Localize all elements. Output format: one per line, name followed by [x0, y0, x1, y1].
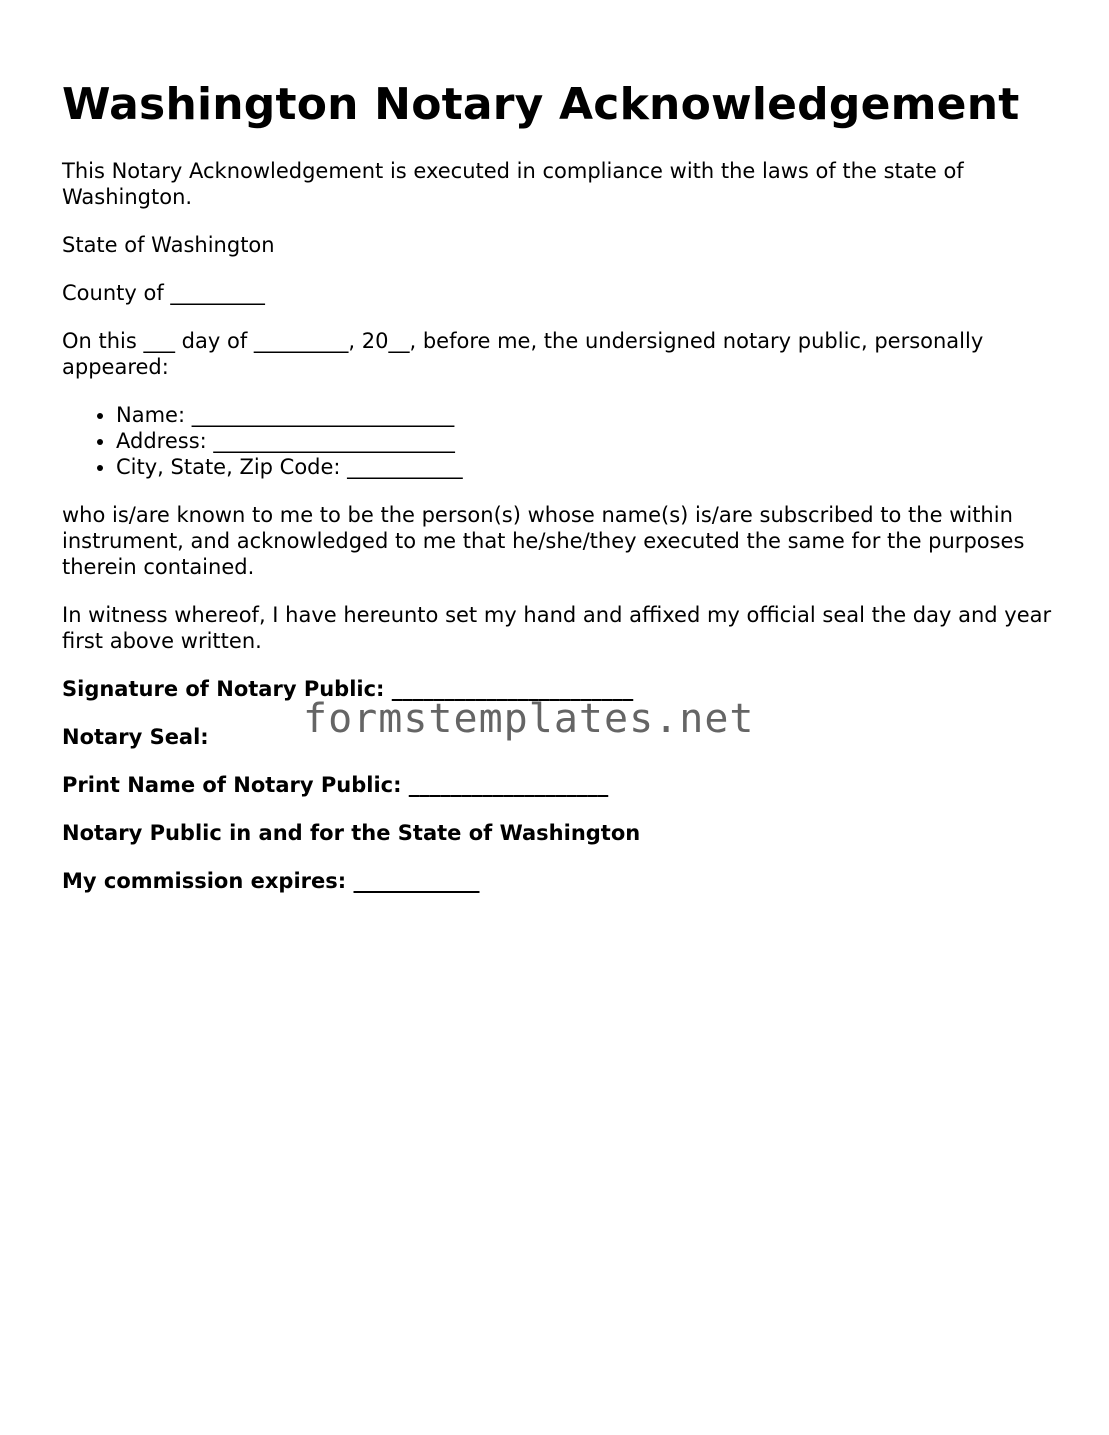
- name-field: • Name: _________________________: [116, 402, 1052, 428]
- statement-paragraph: who is/are known to me to be the person(s) whose name(s) is/are subscribed to the within instrument, and acknowledged to me that he/she/they executed the same for the purposes therein contained.: [62, 503, 1025, 579]
- print-name-line: Print Name of Notary Public: ___________________: [62, 773, 609, 797]
- county-line: County of _________: [62, 281, 265, 305]
- signature-line: Signature of Notary Public: _______________________: [62, 677, 634, 701]
- witness-paragraph: In witness whereof, I have hereunto set my hand and affixed my official seal the day and year first above written.: [62, 603, 1052, 653]
- watermark-text: formstemplates.net: [303, 696, 755, 742]
- state-line: State of Washington: [62, 233, 275, 257]
- notary-public-line: Notary Public in and for the State of Washington: [62, 821, 641, 845]
- document-page: [62, 78, 1052, 916]
- commission-line: My commission expires: ____________: [62, 869, 480, 893]
- appearance-line: On this ___ day of _________, 20__, before me, the undersigned notary public, personally appeared:: [62, 329, 984, 379]
- city-state-zip-field: • City, State, Zip Code: ___________: [116, 454, 1052, 480]
- notary-seal-label: Notary Seal:: [62, 725, 209, 749]
- address-field: • Address: _______________________: [116, 428, 1052, 454]
- document-title: Washington Notary Acknowledgement: [62, 79, 1020, 130]
- appearer-fields-list: [62, 402, 1052, 480]
- intro-paragraph: This Notary Acknowledgement is executed in compliance with the laws of the state of Washington.: [62, 159, 964, 209]
